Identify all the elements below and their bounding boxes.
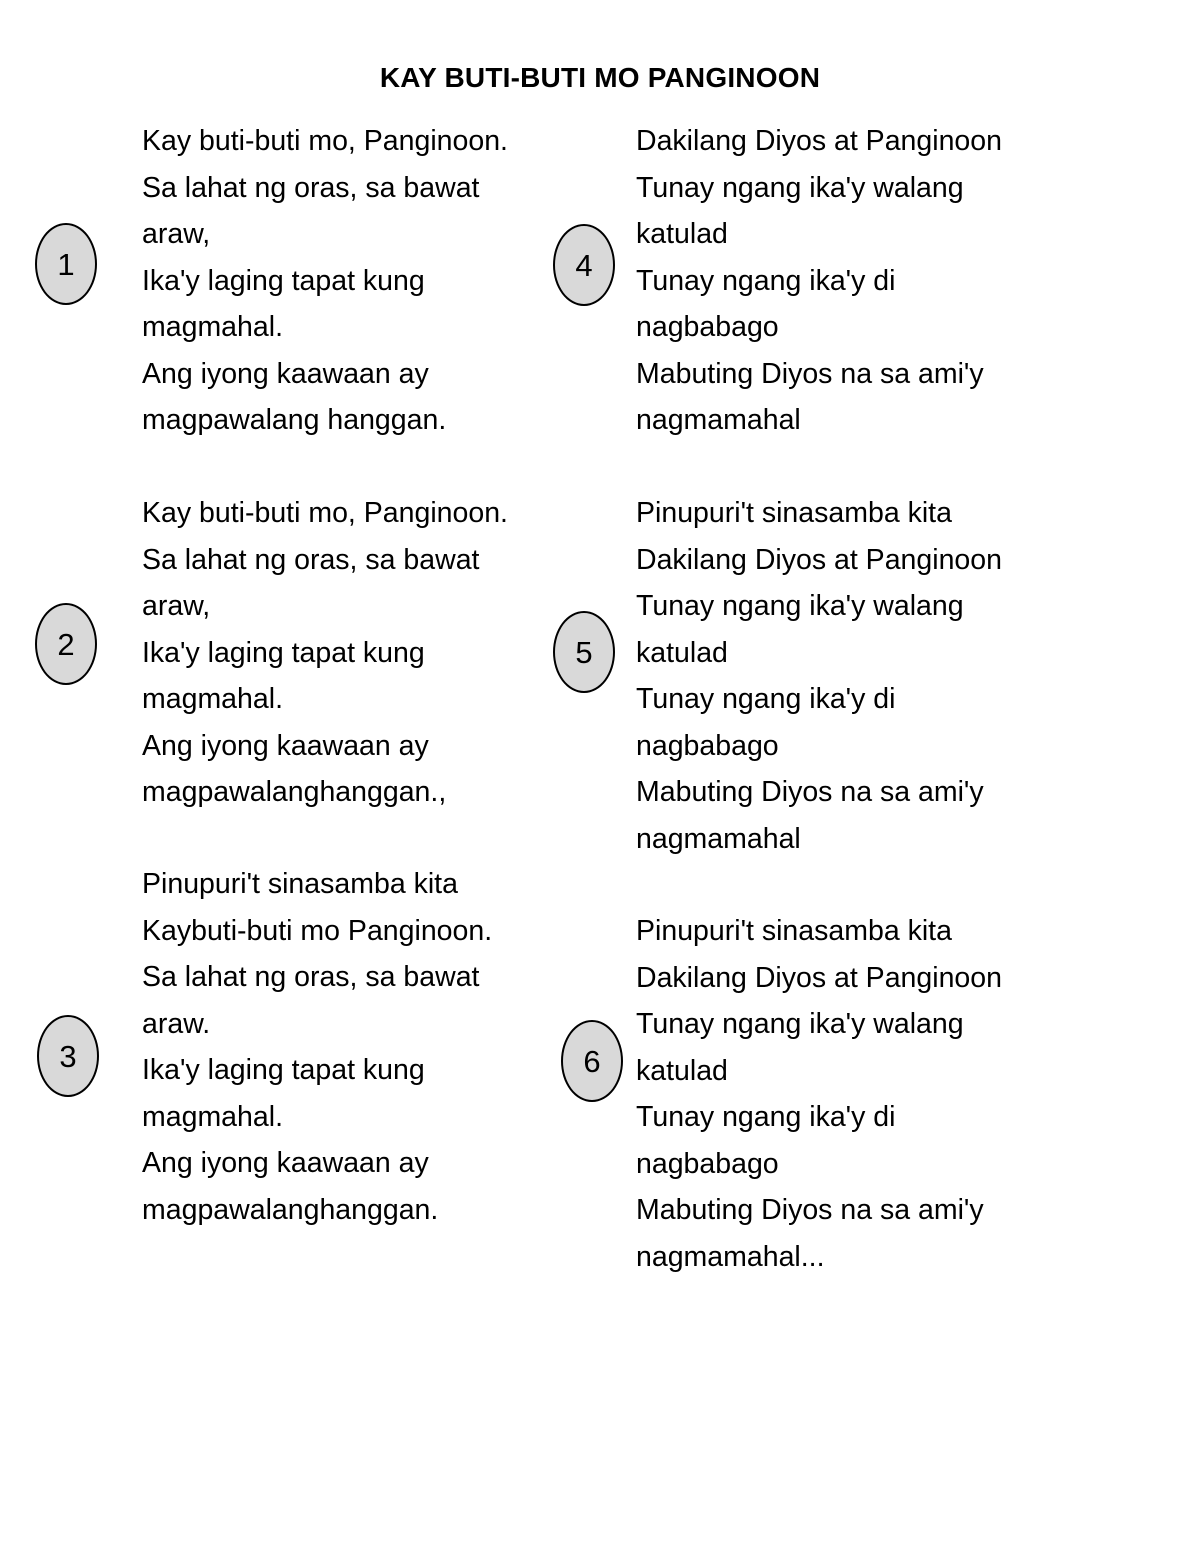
stanza-line: Tunay ngang ika'y walang xyxy=(636,590,964,622)
stanza-number-badge-3: 3 xyxy=(37,1015,99,1097)
stanza-number-badge-5: 5 xyxy=(553,611,615,693)
stanza-line: Pinupuri't sinasamba kita xyxy=(636,497,952,529)
stanza-line: Kay buti-buti mo, Panginoon. xyxy=(142,125,508,157)
stanza-number-badge-1: 1 xyxy=(35,223,97,305)
stanza-number-badge-2: 2 xyxy=(35,603,97,685)
stanza-6 xyxy=(636,908,1002,1280)
stanza-line: Ang iyong kaawaan ay xyxy=(142,1147,429,1179)
stanza-line: Ang iyong kaawaan ay xyxy=(142,729,429,762)
stanza-line: magpawalang hanggan. xyxy=(142,404,447,436)
stanza-line: Kaybuti-buti mo Panginoon. xyxy=(142,914,493,947)
stanza-5 xyxy=(636,490,1002,862)
stanza-line: nagbabago xyxy=(636,729,779,762)
stanza-number-badge-4: 4 xyxy=(553,224,615,306)
stanza-line: nagmamahal... xyxy=(636,1240,825,1273)
stanza-line: araw, xyxy=(142,218,211,250)
stanza-line: Sa lahat ng oras, sa bawat xyxy=(142,961,480,993)
stanza-line: Sa lahat ng oras, sa bawat xyxy=(142,543,480,576)
stanza-line: Ang iyong kaawaan ay xyxy=(142,357,429,390)
stanza-line: nagmamahal xyxy=(636,822,801,855)
stanza-line: magpawalanghanggan., xyxy=(142,776,447,808)
stanza-line: Mabuting Diyos na sa ami'y xyxy=(636,357,984,390)
stanza-line: Sa lahat ng oras, sa bawat xyxy=(142,171,480,204)
stanza-4 xyxy=(636,118,1002,444)
stanza-line: nagbabago xyxy=(636,311,779,343)
stanza-2 xyxy=(142,490,508,816)
stanza-line: Dakilang Diyos at Panginoon xyxy=(636,125,1002,157)
stanza-line: magmahal. xyxy=(142,683,283,715)
stanza-line: Tunay ngang ika'y di xyxy=(636,1101,896,1133)
stanza-1 xyxy=(142,118,508,444)
stanza-line: Dakilang Diyos at Panginoon xyxy=(636,961,1002,994)
stanza-line: Pinupuri't sinasamba kita xyxy=(142,868,458,900)
stanza-line: Tunay ngang ika'y walang xyxy=(636,171,964,204)
stanza-line: Ika'y laging tapat kung xyxy=(142,1054,425,1086)
stanza-line: Tunay ngang ika'y di xyxy=(636,264,896,297)
stanza-line: Mabuting Diyos na sa ami'y xyxy=(636,776,984,808)
stanza-line: Mabuting Diyos na sa ami'y xyxy=(636,1194,984,1226)
stanza-line: Dakilang Diyos at Panginoon xyxy=(636,543,1002,576)
stanza-line: araw. xyxy=(142,1007,211,1040)
stanza-number-badge-6: 6 xyxy=(561,1020,623,1102)
stanza-3 xyxy=(142,861,492,1233)
stanza-line: Kay buti-buti mo, Panginoon. xyxy=(142,497,508,529)
stanza-line: Ika'y laging tapat kung xyxy=(142,636,425,669)
stanza-line: Tunay ngang ika'y walang xyxy=(636,1008,964,1040)
stanza-line: katulad xyxy=(636,218,728,250)
stanza-line: katulad xyxy=(636,636,728,669)
stanza-line: nagbabago xyxy=(636,1147,779,1180)
stanza-line: araw, xyxy=(142,590,211,622)
stanza-line: nagmamahal xyxy=(636,404,801,436)
stanza-line: magmahal. xyxy=(142,1100,283,1133)
stanza-line: katulad xyxy=(636,1054,728,1087)
stanza-line: Pinupuri't sinasamba kita xyxy=(636,915,952,947)
stanza-line: Tunay ngang ika'y di xyxy=(636,683,896,715)
page-title: KAY BUTI-BUTI MO PANGINOON xyxy=(379,62,821,93)
stanza-line: Ika'y laging tapat kung xyxy=(142,264,425,297)
stanza-line: magpawalanghanggan. xyxy=(142,1193,439,1226)
stanza-line: magmahal. xyxy=(142,311,283,343)
